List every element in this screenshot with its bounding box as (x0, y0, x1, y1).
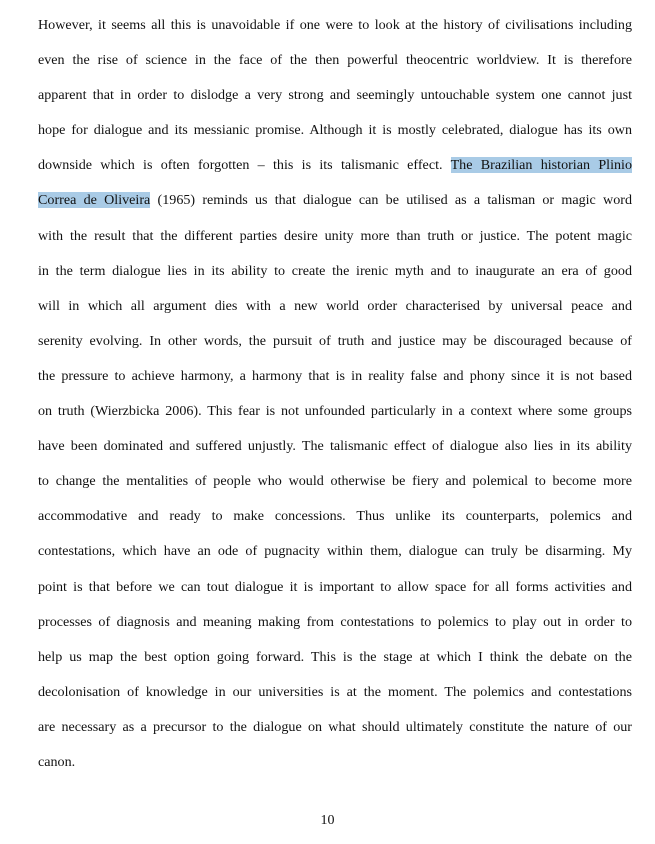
selected-text[interactable]: The Brazilian historian Plinio (450, 157, 632, 174)
text-line: canon. (38, 753, 76, 770)
selected-text[interactable]: Correa de Oliveira (38, 192, 151, 209)
text-line: are necessary as a precursor to the dialogue on what should ultimately constitute the nature of our (38, 718, 632, 735)
text-line: accommodative and ready to make concessions. Thus unlike its counterparts, polemics and (38, 508, 632, 525)
body-paragraph (38, 8, 632, 780)
text-line: serenity evolving. In other words, the pursuit of truth and justice may be discouraged because of (38, 332, 632, 349)
text-line: even the rise of science in the face of the then powerful theocentric worldview. It is therefore (38, 52, 632, 69)
text-line: to change the mentalities of people who would otherwise be fiery and polemical to become more (38, 473, 632, 490)
text-line: on truth (Wierzbicka 2006). This fear is not unfounded particularly in a context where some groups (38, 403, 632, 420)
text-line: have been dominated and suffered unjustly. The talismanic effect of dialogue also lies in its ability (38, 438, 632, 455)
text-line: will in which all argument dies with a new world order characterised by universal peace and (38, 297, 632, 314)
page-number: 10 (320, 813, 335, 828)
text-line-with-selection (38, 183, 632, 218)
text-line: contestations, which have an ode of pugnacity within them, dialogue can truly be disarming. My (38, 543, 632, 560)
text-line: hope for dialogue and its messianic promise. Although it is mostly celebrated, dialogue has its own (38, 122, 632, 139)
text-segment: (1965) reminds us that dialogue can be utilised as a talisman or magic word (157, 192, 632, 209)
text-segment: downside which is often forgotten – this is its talismanic effect. (38, 157, 443, 174)
text-line: with the result that the different parties desire unity more than truth or justice. The potent magic (38, 227, 632, 244)
text-line: the pressure to achieve harmony, a harmony that is in reality false and phony since it is not based (38, 367, 632, 384)
text-line: in the term dialogue lies in its ability to create the irenic myth and to inaugurate an era of good (38, 262, 632, 279)
text-line: point is that before we can tout dialogue it is important to allow space for all forms activities and (38, 578, 632, 595)
text-line: help us map the best option going forward. This is the stage at which I think the debate on the (38, 648, 632, 665)
text-line: However, it seems all this is unavoidable if one were to look at the history of civilisations including (38, 17, 632, 33)
text-line: apparent that in order to dislodge a very strong and seemingly untouchable system one cannot just (38, 87, 632, 104)
text-line: processes of diagnosis and meaning making from contestations to polemics to play out in order to (38, 613, 632, 630)
text-line: decolonisation of knowledge in our universities is at the moment. The polemics and contestations (38, 683, 632, 700)
text-line-with-selection (38, 148, 632, 183)
